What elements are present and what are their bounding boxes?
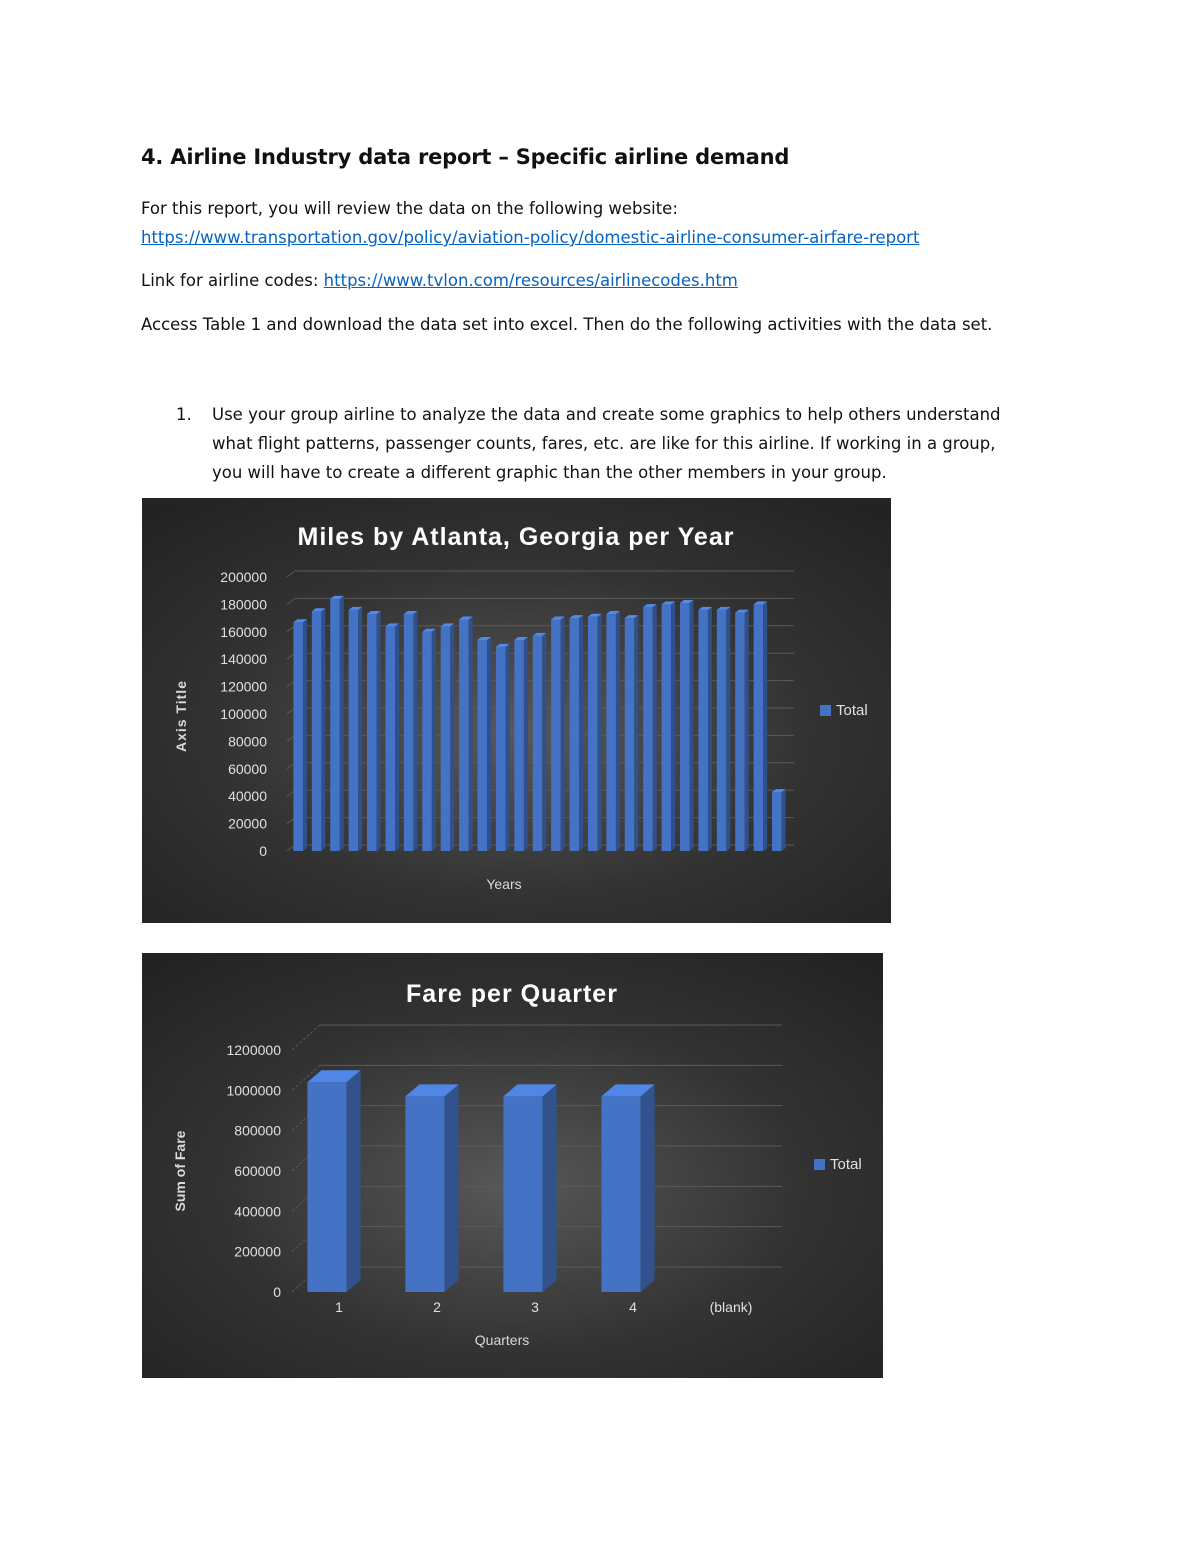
bar [680,600,694,851]
y-tick-label: 140000 [220,651,267,668]
bar [735,610,749,851]
bar [330,596,344,851]
y-tick-label: 400000 [234,1203,281,1220]
fare-chart-svg [142,953,883,1378]
bar [601,1084,654,1292]
bar [496,644,510,851]
bar [307,1070,360,1292]
y-tick-label: 100000 [220,706,267,722]
bar [533,633,547,851]
task-line: you will have to create a different graphic than the other members in your group. [212,463,887,482]
y-tick-label: 120000 [220,678,267,695]
legend-label: Total [836,702,868,719]
bar [606,611,620,851]
y-tick-label: 180000 [220,596,267,613]
intro-text: For this report, you will review the data on the following website: [141,199,678,218]
bar [643,604,657,851]
chart-title: Miles by Atlanta, Georgia per Year [297,523,735,551]
airline-codes-link[interactable]: https://www.tvlon.com/resources/airlinecodes.htm [323,271,738,290]
y-tick-label: 160000 [220,623,267,640]
list-number: 1. [176,405,192,424]
task-line: Use your group airline to analyze the data and create some graphics to help others understand [212,405,1001,424]
bar [717,607,731,851]
y-tick-label: 0 [259,843,267,859]
task-line: what flight patterns, passenger counts, fares, etc. are like for this airline. If working in a group, [212,434,996,453]
y-tick-label: 40000 [228,788,267,805]
bar [312,608,326,851]
chart-title: Fare per Quarter [406,980,618,1008]
x-tick-label: 2 [433,1299,441,1315]
y-tick-label: 80000 [228,733,267,750]
legend-label: Total [830,1156,862,1173]
x-axis-label: Years [486,876,522,892]
bar [570,615,584,851]
y-tick-label: 60000 [228,760,267,777]
bar [293,619,307,851]
bar [459,616,473,851]
bar [772,789,786,851]
bar [477,637,491,851]
bar [588,614,602,851]
y-tick-label: 200000 [234,1243,281,1260]
x-tick-label: (blank) [709,1299,753,1315]
report-link[interactable]: https://www.transportation.gov/policy/aviation-policy/domestic-airline-consumer-airfare-report [141,228,920,247]
bar [441,623,455,851]
codes-paragraph [141,266,738,295]
bar [367,611,381,851]
bar [405,1084,458,1292]
bar [385,623,399,851]
codes-label: Link for airline codes: [141,271,324,290]
miles-chart-svg [142,498,891,923]
bar [404,611,418,851]
y-tick-label: 800000 [234,1122,281,1139]
legend-swatch [820,705,831,716]
bar [625,615,639,851]
y-axis-label: Axis Title [173,680,189,752]
y-tick-label: 600000 [234,1163,281,1179]
y-tick-label: 20000 [228,815,267,832]
bar [662,601,676,851]
y-tick-label: 200000 [220,569,267,585]
x-tick-label: 1 [335,1299,343,1315]
x-tick-label: 4 [629,1299,637,1315]
bar [349,607,363,851]
bar [514,637,528,851]
miles-chart [142,498,891,923]
access-paragraph: Access Table 1 and download the data set into excel. Then do the following activities with the data set. [141,315,993,334]
bar [698,607,712,851]
y-axis-label: Sum of Fare [172,1130,188,1212]
bar [754,601,768,851]
x-axis-label: Quarters [474,1332,530,1348]
y-tick-label: 0 [273,1284,281,1300]
intro-paragraph [141,194,919,252]
legend-swatch [814,1159,825,1170]
bar [422,629,436,851]
task-text [212,400,1062,487]
y-tick-label: 1000000 [226,1082,281,1099]
x-tick-label: 3 [531,1299,539,1315]
bar [551,616,565,851]
document-heading: 4. Airline Industry data report – Specific airline demand [141,145,790,169]
fare-chart [142,953,883,1378]
bar [503,1084,556,1292]
y-tick-label: 1200000 [226,1042,281,1058]
